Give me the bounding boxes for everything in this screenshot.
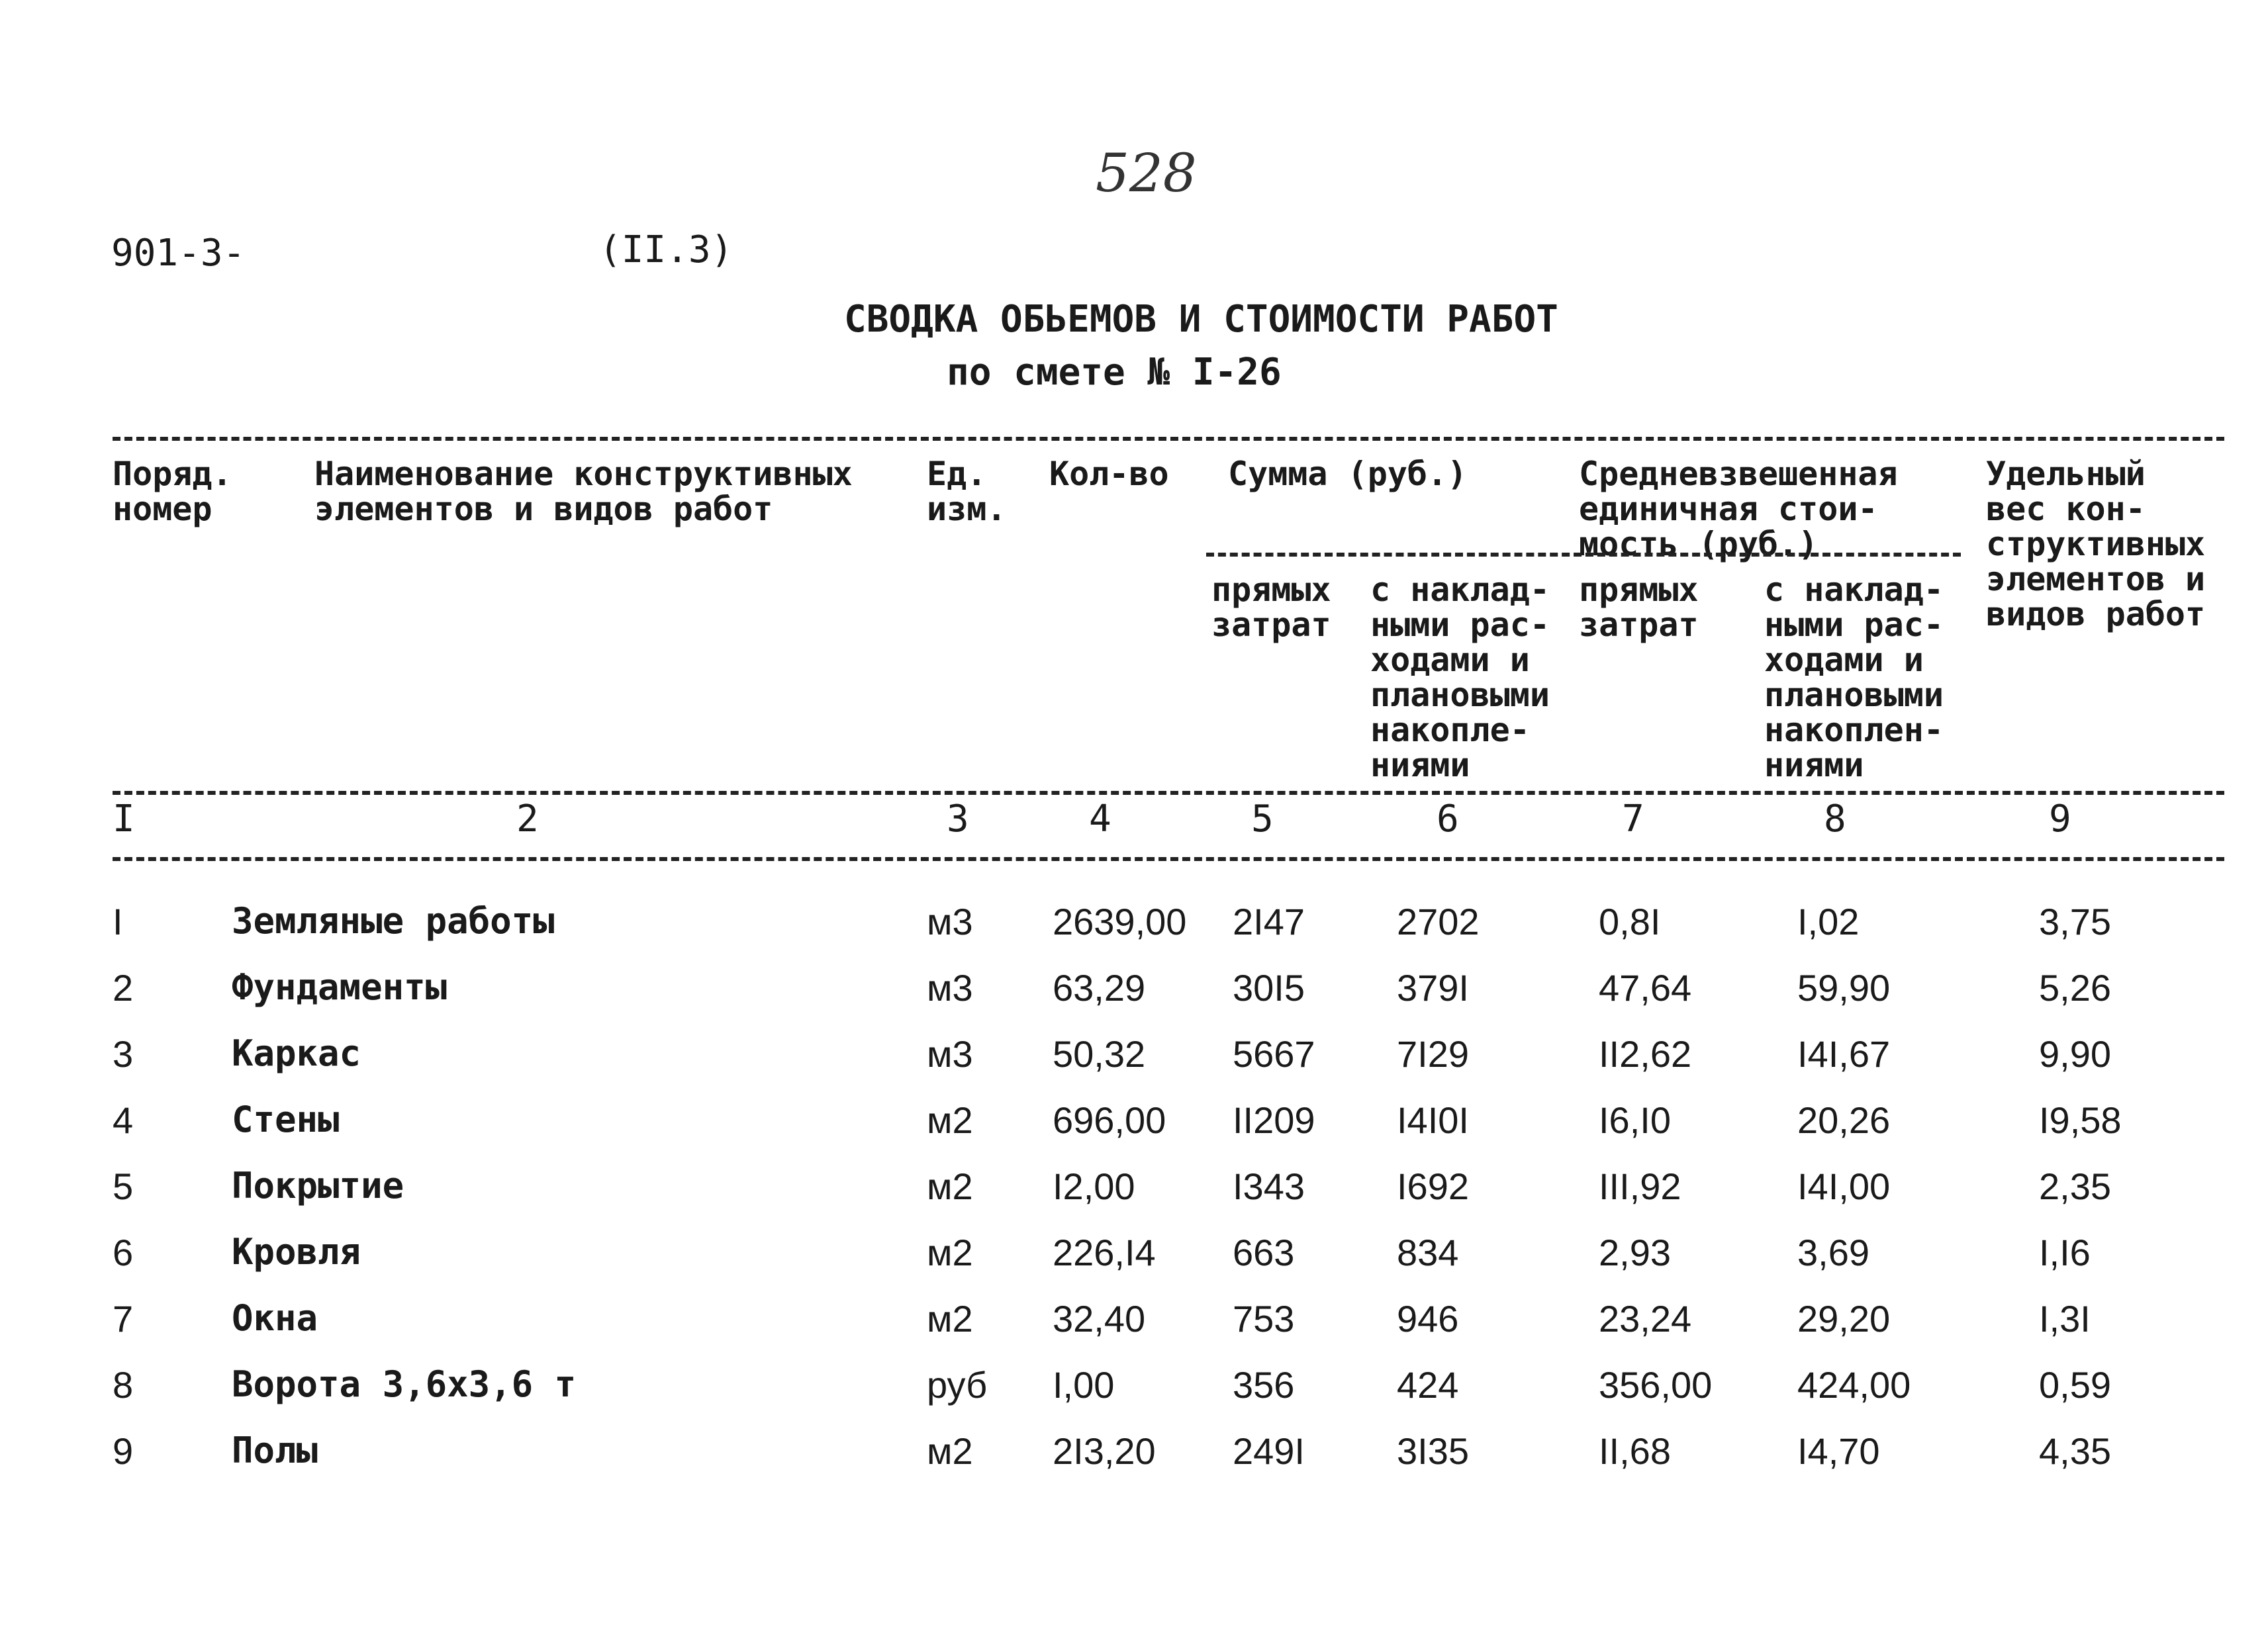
row-name: Фундаменты [232,966,448,1008]
page-number: 528 [1096,142,1197,204]
row-unit-direct-cost: 23,24 [1599,1298,1692,1340]
row-unit: м2 [927,1232,973,1273]
row-direct-cost: II209 [1233,1099,1315,1141]
row-overhead-cost: I692 [1397,1165,1469,1207]
row-quantity: 50,32 [1053,1033,1146,1075]
row-unit-direct-cost: 2,93 [1599,1232,1671,1273]
row-unit-direct-cost: III,92 [1599,1165,1681,1207]
row-name: Ворота 3,6х3,6 т [232,1363,577,1405]
row-direct-cost: I343 [1233,1165,1305,1207]
header-col-5-6-group: Сумма (руб.) [1228,455,1468,493]
header-col-7-8-group: Средневзвешенная единичная стои- мость (руб.) [1579,455,1898,563]
row-name: Стены [232,1099,340,1140]
row-unit: м3 [927,901,973,942]
row-number: 4 [113,1099,134,1141]
header-col-8: с наклад- ными рас- ходами и плановыми накоплен- ниями [1764,570,1944,784]
row-number: 5 [113,1165,134,1207]
row-number: 3 [113,1033,134,1075]
column-number-9: 9 [2049,798,2071,841]
row-unit-overhead-cost: 3,69 [1797,1232,1869,1273]
row-overhead-cost: 834 [1397,1232,1459,1273]
row-number: 2 [113,967,134,1009]
row-unit-direct-cost: 47,64 [1599,967,1692,1009]
row-share: 4,35 [2039,1430,2111,1472]
row-number: I [113,901,123,942]
title-line-1: СВОДКА ОБЬЕМОВ И СТОИМОСТИ РАБОТ [844,298,1558,341]
row-overhead-cost: 424 [1397,1364,1459,1406]
row-number: 8 [113,1364,134,1406]
row-name: Каркас [232,1032,361,1074]
row-direct-cost: 5667 [1233,1033,1315,1075]
header-col-9: Удельный вес кон- структивных элементов и видов работ [1986,455,2206,633]
row-direct-cost: 356 [1233,1364,1295,1406]
row-share: 2,35 [2039,1165,2111,1207]
row-unit: м2 [927,1430,973,1472]
row-unit-overhead-cost: I4I,00 [1797,1165,1891,1207]
row-share: I,3I [2039,1298,2091,1340]
column-number-5: 5 [1251,798,1274,841]
doc-code: 901-3- [111,232,246,275]
row-unit-overhead-cost: 424,00 [1797,1364,1911,1406]
row-share: I,I6 [2039,1232,2091,1273]
row-overhead-cost: 946 [1397,1298,1459,1340]
row-quantity: 696,00 [1053,1099,1166,1141]
row-unit-overhead-cost: I,02 [1797,901,1860,942]
row-overhead-cost: 379I [1397,967,1469,1009]
row-unit-overhead-cost: 59,90 [1797,967,1891,1009]
row-name: Полы [232,1430,318,1471]
row-number: 6 [113,1232,134,1273]
row-quantity: I,00 [1053,1364,1115,1406]
doc-section: (II.3) [599,228,733,271]
column-number-8: 8 [1824,798,1846,841]
row-name: Кровля [232,1231,361,1273]
header-bottom-rule [113,791,2224,795]
header-col-4: Кол-во [1049,455,1169,493]
column-number-2: 2 [516,798,539,841]
row-share: 5,26 [2039,967,2111,1009]
row-unit: м2 [927,1099,973,1141]
header-sub-rule [1206,553,1961,557]
row-share: I9,58 [2039,1099,2122,1141]
row-unit-overhead-cost: 29,20 [1797,1298,1891,1340]
row-unit-direct-cost: II2,62 [1599,1033,1692,1075]
row-name: Покрытие [232,1165,404,1207]
title-line-2: по смете № I-26 [947,351,1282,394]
row-overhead-cost: 2702 [1397,901,1480,942]
row-quantity: 32,40 [1053,1298,1146,1340]
row-overhead-cost: 3I35 [1397,1430,1469,1472]
header-col-5: прямых затрат [1211,570,1331,644]
row-unit-overhead-cost: I4,70 [1797,1430,1880,1472]
row-quantity: 2I3,20 [1053,1430,1156,1472]
header-col-3: Ед. изм. [927,455,1007,528]
row-quantity: I2,00 [1053,1165,1135,1207]
header-col-7: прямых затрат [1579,570,1699,644]
row-name: Окна [232,1297,318,1339]
row-number: 7 [113,1298,134,1340]
row-direct-cost: 249I [1233,1430,1305,1472]
row-unit-direct-cost: II,68 [1599,1430,1671,1472]
column-number-3: 3 [947,798,969,841]
row-unit: м3 [927,1033,973,1075]
row-share: 9,90 [2039,1033,2111,1075]
column-numbers-rule [113,857,2224,861]
column-number-7: 7 [1622,798,1644,841]
header-col-6: с наклад- ными рас- ходами и плановыми накопле- ниями [1370,570,1550,784]
row-unit-direct-cost: I6,I0 [1599,1099,1671,1141]
row-quantity: 226,I4 [1053,1232,1156,1273]
column-number-6: 6 [1437,798,1459,841]
row-overhead-cost: 7I29 [1397,1033,1469,1075]
row-unit: м2 [927,1165,973,1207]
row-name: Земляные работы [232,900,555,942]
row-unit-direct-cost: 0,8I [1599,901,1661,942]
column-number-1: I [113,798,135,841]
row-unit: м3 [927,967,973,1009]
column-number-4: 4 [1089,798,1111,841]
row-unit: руб [927,1364,988,1406]
row-quantity: 63,29 [1053,967,1146,1009]
header-col-1: Поряд. номер [113,455,232,528]
header-top-rule [113,437,2224,441]
row-direct-cost: 663 [1233,1232,1295,1273]
row-direct-cost: 753 [1233,1298,1295,1340]
row-direct-cost: 2I47 [1233,901,1305,942]
row-overhead-cost: I4I0I [1397,1099,1469,1141]
row-direct-cost: 30I5 [1233,967,1305,1009]
header-col-2: Наименование конструктивных элементов и видов работ [314,455,853,528]
row-number: 9 [113,1430,134,1472]
row-share: 3,75 [2039,901,2111,942]
row-unit: м2 [927,1298,973,1340]
row-unit-overhead-cost: 20,26 [1797,1099,1891,1141]
row-unit-overhead-cost: I4I,67 [1797,1033,1891,1075]
row-share: 0,59 [2039,1364,2111,1406]
row-quantity: 2639,00 [1053,901,1187,942]
row-unit-direct-cost: 356,00 [1599,1364,1713,1406]
